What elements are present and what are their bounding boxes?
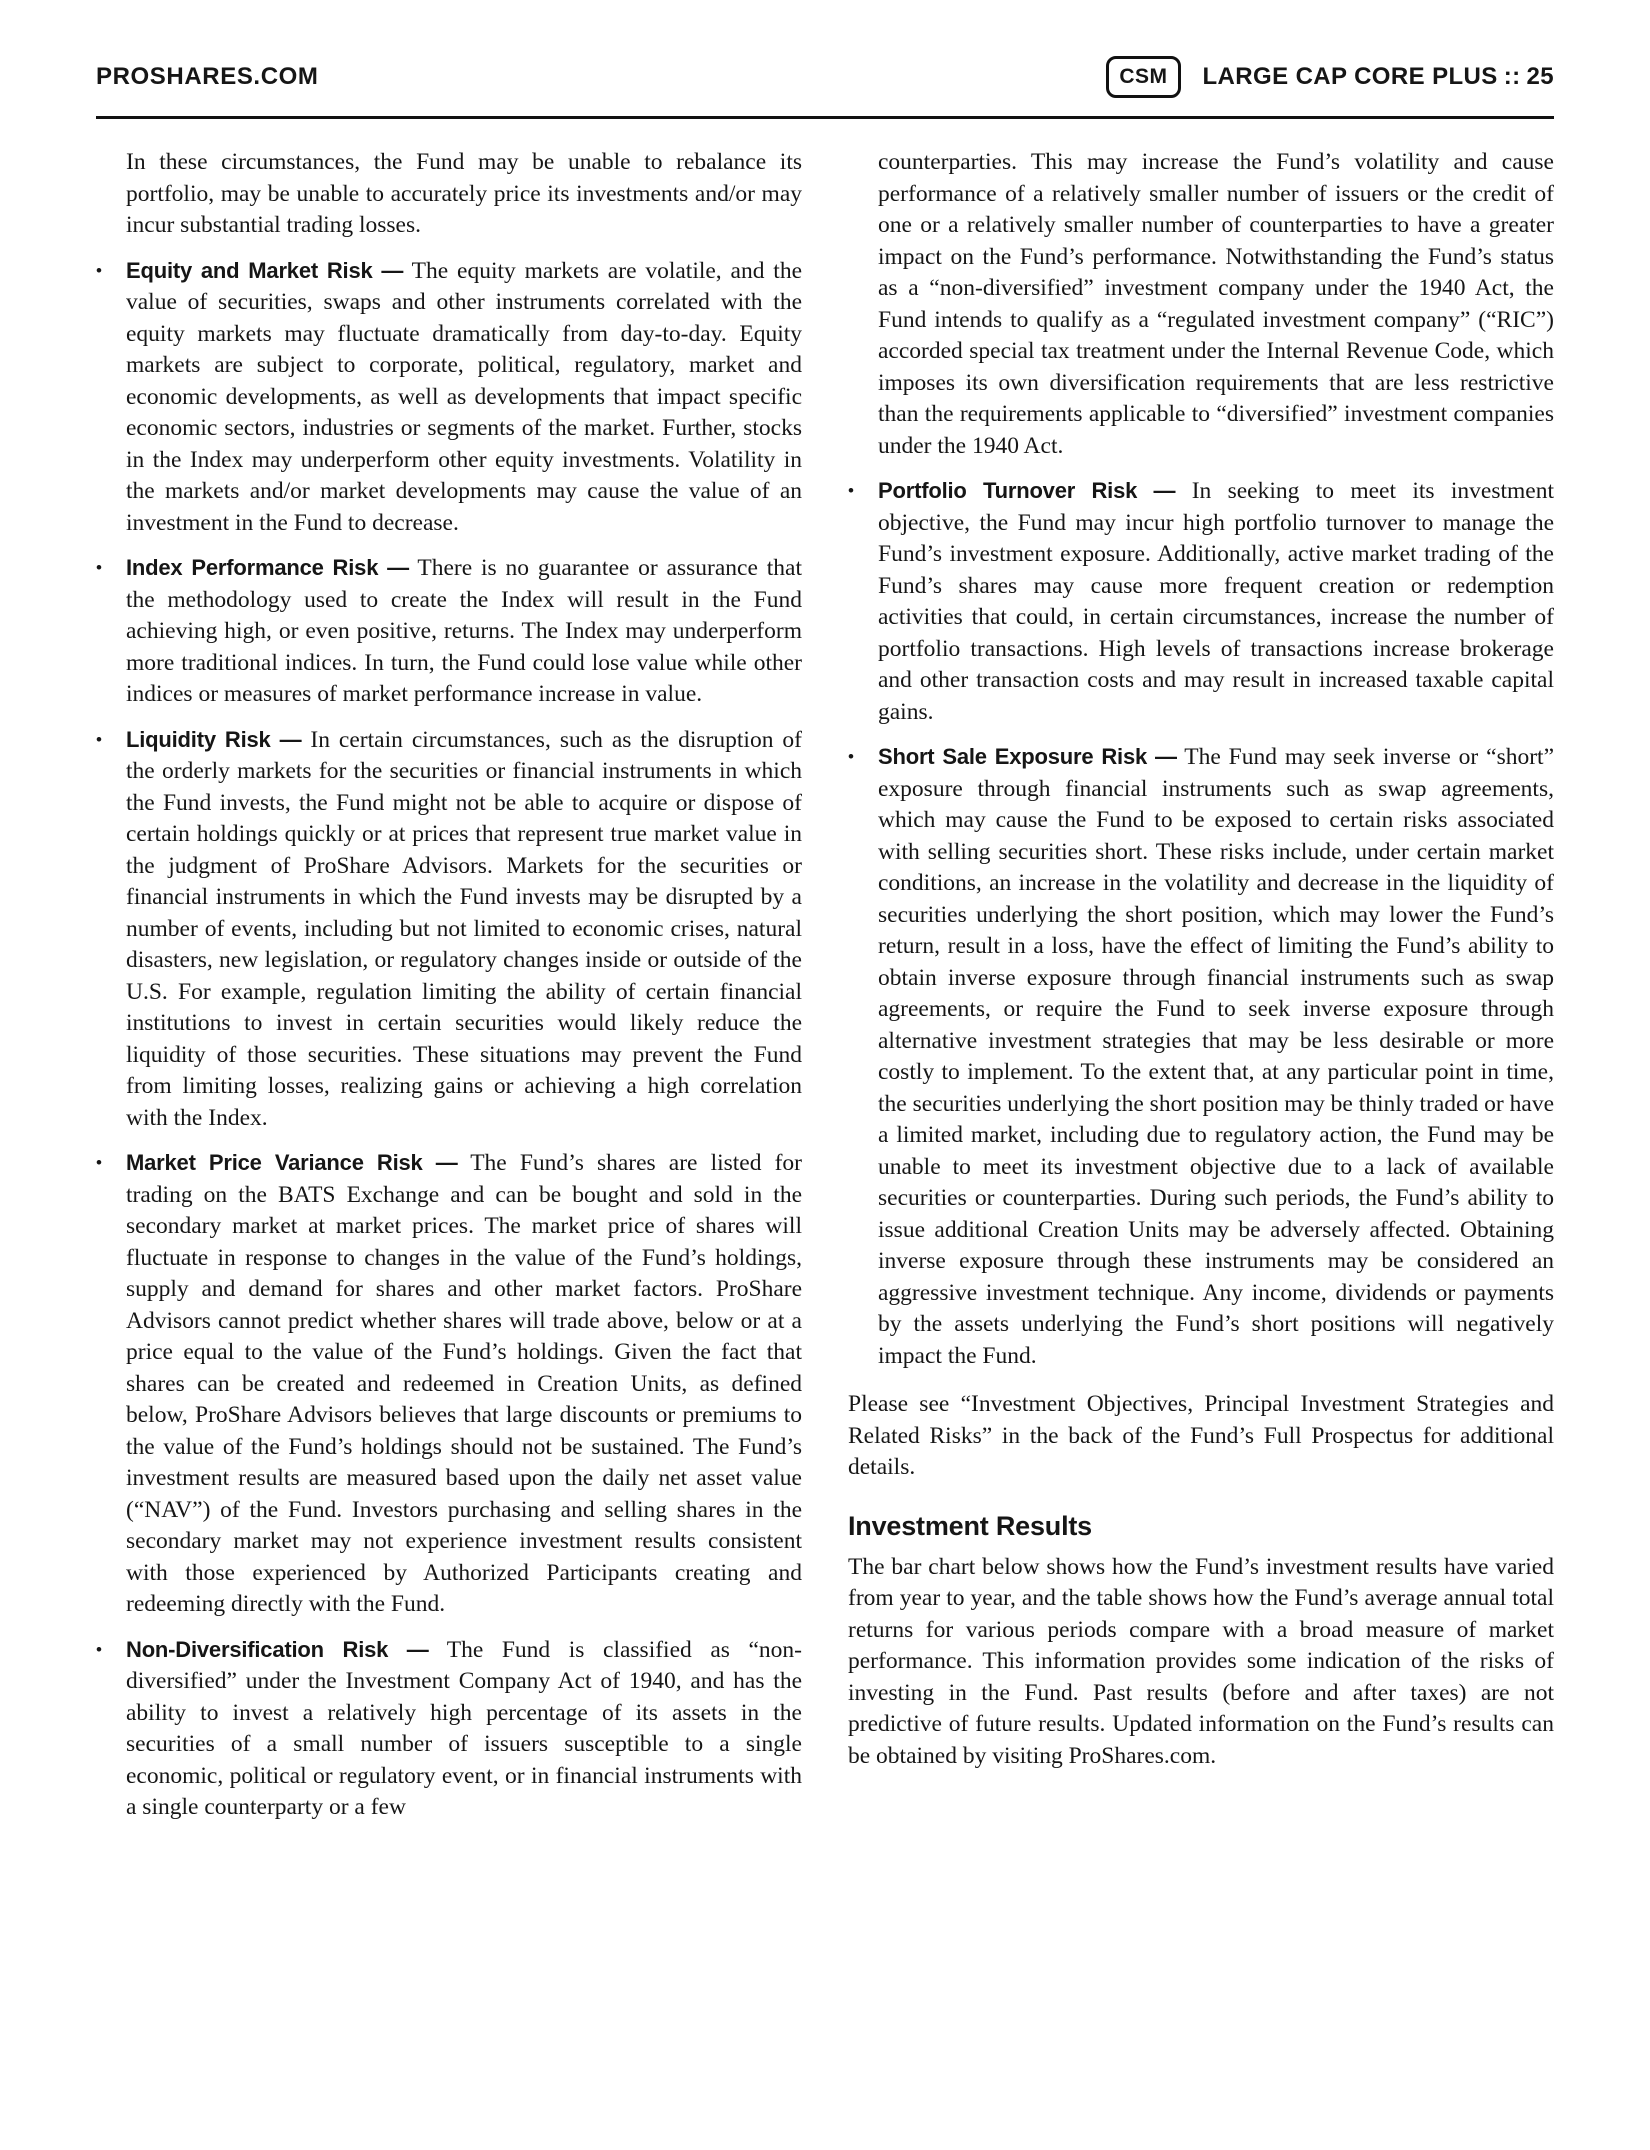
header-right-group: [1106, 56, 1554, 98]
risk-bullet-body: [878, 741, 1554, 1372]
section-heading-investment-results: Investment Results: [848, 1510, 1092, 1541]
risk-text: The equity markets are volatile, and the value of securities, swaps and other instruments correlated with the equity markets may fluctuate dramatically from day-to-day. Equity markets are subject to corporate, political, regulatory, market and economic developments, as well as developments that impact specific economic sectors, industries or segments of the market. Further, stocks in the Index may underperform other equity investments. Volatility in the markets and/or market developments may cause the value of an investment in the Fund to decrease.: [126, 257, 802, 536]
fund-ticker-badge: [1106, 56, 1180, 98]
intro-paragraph: In these circumstances, the Fund may be unable to rebalance its portfolio, may be unable to accurately price its investments and/or may incur substantial trading losses.: [126, 149, 802, 238]
doc-title: [1203, 63, 1555, 91]
page-header: [96, 56, 1554, 119]
two-column-body: [96, 147, 1554, 1824]
risk-label: Non-Diversification Risk —: [126, 1636, 429, 1662]
bullet-icon: •: [96, 729, 102, 749]
risk-text: The Fund may seek inverse or “short” exposure through financial instruments such as swap agreements, which may cause the Fund to be exposed to certain risks associated with selling securities short. These risks include, under certain market conditions, an increase in the volatility and decrease in the liquidity of securities underlying the short position, which may lower the Fund’s return, result in a loss, have the effect of limiting the Fund’s ability to obtain inverse exposure through financial instruments such as swap agreements, or require the Fund to seek inverse exposure through alternative investment strategies that may be less desirable or more costly to implement. To the extent that, at any particular point in time, the securities underlying the short position may be thinly traded or have a limited market, including due to regulatory action, the Fund may be unable to meet its investment objective due to a lack of available securities or counterparties. During such periods, the Fund’s ability to issue additional Creation Units may be adversely affected. Obtaining inverse exposure through these instruments may be considered an aggressive investment technique. Any income, dividends or payments by the assets underlying the Fund’s short positions will negatively impact the Fund.: [878, 744, 1554, 1369]
site-url: PROSHARES.COM: [96, 63, 319, 90]
left-column: [96, 147, 802, 1824]
bullet-icon: •: [96, 558, 102, 577]
risk-text: In seeking to meet its investment objective, the Fund may incur high portfolio turnover to manage the Fund’s investment exposure. Additionally, active market trading of the Fund’s shares may cause more frequent creation or redemption activities that could, in certain circumstances, increase the number of portfolio transactions. High levels of transactions increase brokerage and other transaction costs and may result in increased taxable capital gains.: [878, 478, 1555, 725]
risk-text: The Fund is classified as “non-diversified” under the Investment Company Act of 1940, and has the ability to invest a relatively high percentage of its assets in the securities of a small number of issuers susceptible to a single economic, political or regulatory event, or in financial instruments with a single counterparty or a few: [126, 1636, 802, 1820]
risk-bullet-body: [126, 1147, 802, 1621]
risk-bullet-portfolio-turnover: [848, 475, 1554, 728]
risk-label: Portfolio Turnover Risk —: [878, 478, 1176, 503]
risk-bullet-liquidity: [96, 724, 802, 1135]
bullet-icon: •: [96, 1153, 102, 1172]
right-column: [848, 147, 1554, 1824]
risk-label: Equity and Market Risk —: [126, 257, 404, 283]
risk-text: There is no guarantee or assurance that the methodology used to create the Index will result in the Fund achieving high, or even positive, returns. The Index may underperform more traditional indices. In turn, the Fund could lose value while other indices or measures of market performance increase in value.: [126, 555, 802, 707]
title-separator: ::: [1503, 63, 1521, 90]
bullet-icon: •: [848, 481, 854, 500]
risk-label: Market Price Variance Risk —: [126, 1150, 458, 1175]
risk-text: The Fund’s shares are listed for trading on the BATS Exchange and can be bought and sold in the secondary market at market prices. The market price of shares will fluctuate in response to changes in the value of the Fund’s holdings, supply and demand for shares and other market factors. ProShare Advisors cannot predict whether shares will trade above, below or at a price equal to the value of the Fund’s holdings. Given the fact that shares can be created and redeemed in Creation Units, as defined below, ProShare Advisors believes that large discounts or premiums to the value of the Fund’s holdings should not be sustained. The Fund’s investment results are measured based upon the daily net asset value (“NAV”) of the Fund. Investors purchasing and selling shares in the secondary market may not experience investment results consistent with those experienced by Authorized Participants creating and redeeming directly with the Fund.: [126, 1150, 802, 1617]
page-number: 25: [1526, 63, 1554, 90]
risk-text: In certain circumstances, such as the disruption of the orderly markets for the securities or financial instruments in which the Fund invests, the Fund might not be able to acquire or dispose of certain holdings quickly or at prices that represent true market value in the judgment of ProShare Advisors. Markets for the securities or financial instruments in which the Fund invests may be disrupted by a number of events, including but not limited to economic crises, natural disasters, new legislation, or regulatory changes inside or outside of the U.S. For example, regulation limiting the ability of certain financial institutions to invest in certain securities would likely reduce the liquidity of those securities. These situations may prevent the Fund from limiting losses, realizing gains or achieving a high correlation with the Index.: [126, 726, 803, 1131]
risk-label: Liquidity Risk —: [126, 726, 302, 752]
bullet-icon: •: [96, 1639, 102, 1659]
risk-bullet-body: [126, 724, 802, 1135]
risk-label: Short Sale Exposure Risk —: [878, 744, 1177, 769]
risk-bullet-non-diversification: [96, 1634, 802, 1824]
risk-bullet-market-price-variance: [96, 1147, 802, 1621]
bullet-icon: •: [96, 260, 102, 280]
risk-bullet-body: [878, 475, 1554, 728]
risk-bullet-equity-and-market: [96, 255, 802, 540]
risk-bullet-body: [126, 552, 802, 711]
risk-bullet-short-sale-exposure: [848, 741, 1554, 1372]
bullet-icon: •: [848, 747, 854, 766]
continuation-paragraph: counterparties. This may increase the Fund’s volatility and cause performance of a relatively smaller number of issuers or the credit of one or a relatively smaller number of counterparties to have a greater impact on the Fund’s performance. Notwithstanding the Fund’s status as a “non-diversified” investment company under the 1940 Act, the Fund intends to qualify as a “regulated investment company” (“RIC”) accorded special tax treatment under the Internal Revenue Code, which imposes its own diversification requirements that are less restrictive than the requirements applicable to “diversified” investment companies under the 1940 Act.: [878, 149, 1554, 459]
risk-label: Index Performance Risk —: [126, 555, 409, 580]
risk-bullet-index-performance: [96, 552, 802, 711]
risk-bullet-body: [126, 255, 802, 540]
fund-name: LARGE CAP CORE PLUS: [1202, 63, 1498, 90]
closing-paragraph: Please see “Investment Objectives, Principal Investment Strategies and Related Risks” in the back of the Fund’s Full Prospectus for additional details.: [848, 1391, 1554, 1480]
investment-results-paragraph: The bar chart below shows how the Fund’s investment results have varied from year to year, and the table shows how the Fund’s average annual total returns for various periods compare with a broad measure of market performance. This information provides some indication of the risks of investing in the Fund. Past results (before and after taxes) are not predictive of future results. Updated information on the Fund’s results can be obtained by visiting ProShares.com.: [848, 1553, 1554, 1769]
risk-bullet-body: [126, 1634, 802, 1824]
fund-ticker: CSM: [1119, 65, 1168, 88]
